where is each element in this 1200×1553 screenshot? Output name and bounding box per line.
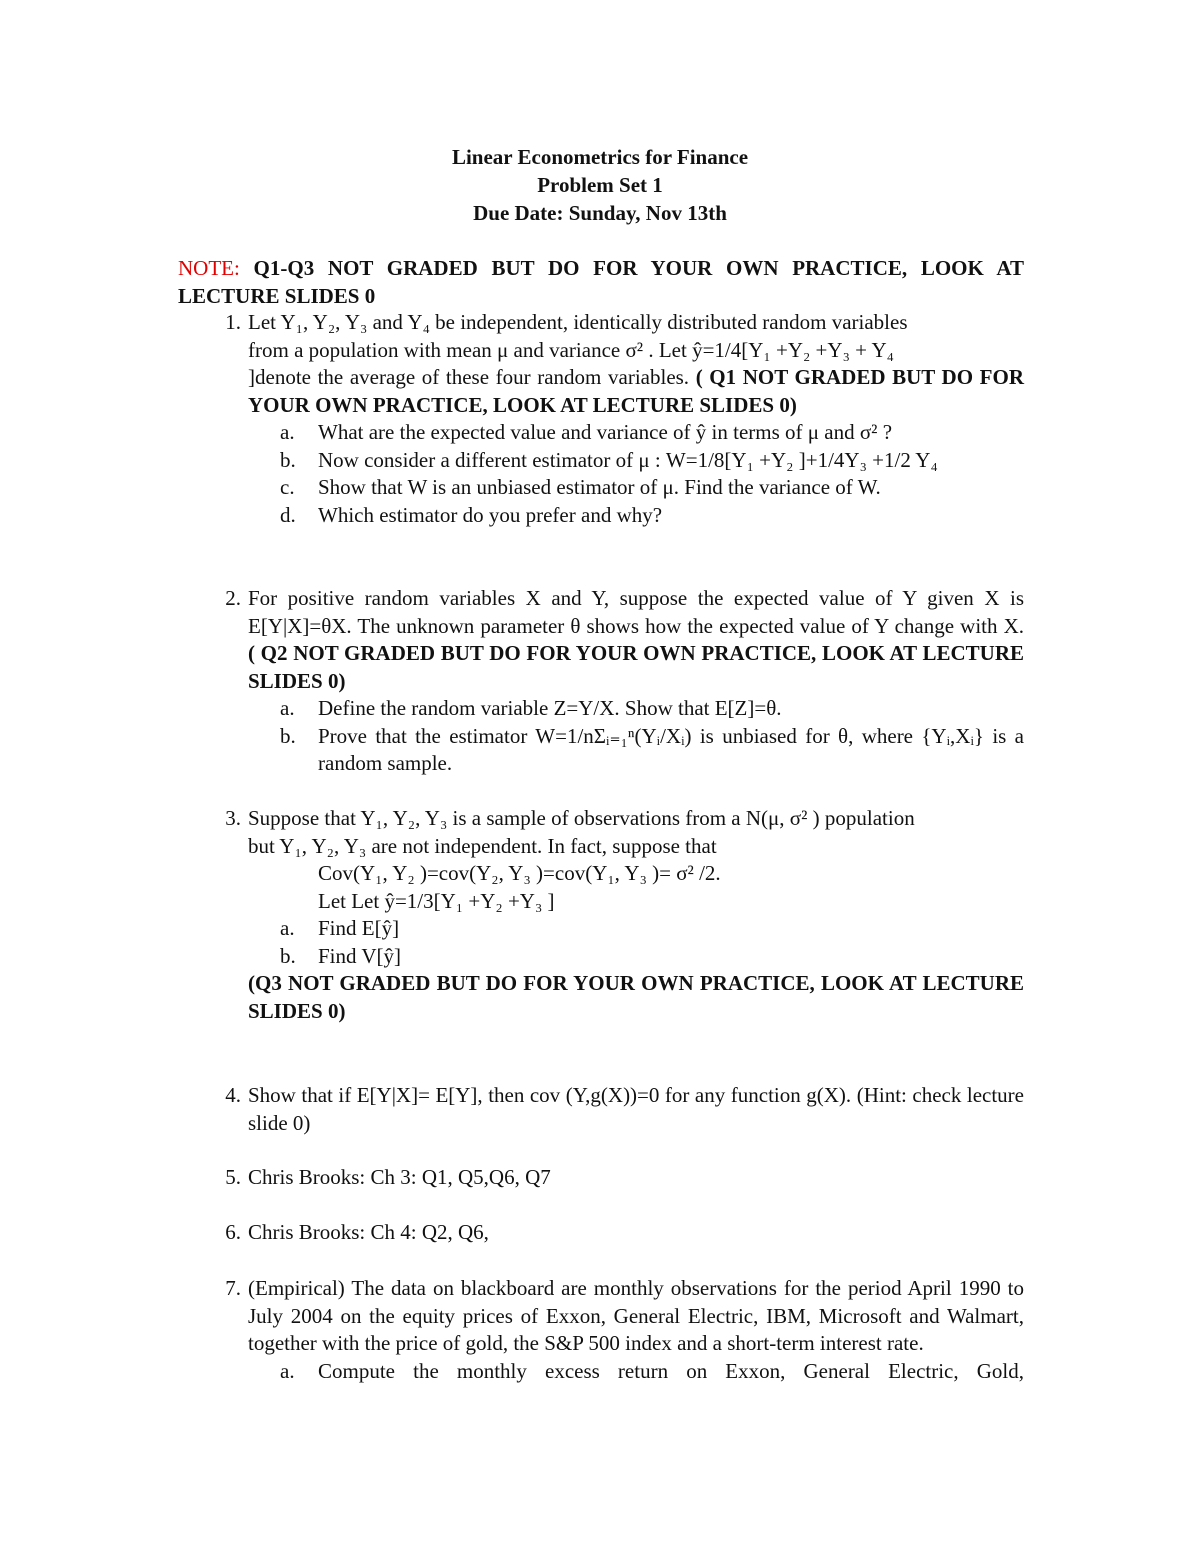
question-text: Show that if E[Y|X]= E[Y], then cov (Y,g(X))=0 for any function g(X). (Hint: check lecture slide 0)	[248, 1083, 1024, 1135]
q3-covariance: Cov(Y₁, Y₂ )=cov(Y₂, Y₃ )=cov(Y₁, Y₃ )= σ² /2.	[318, 861, 721, 885]
question-text	[248, 585, 1024, 695]
question-text: Chris Brooks: Ch 3: Q1, Q5,Q6, Q7	[248, 1165, 551, 1189]
sub-text: What are the expected value and variance of ŷ in terms of μ and σ² ?	[318, 420, 893, 444]
q2-text: For positive random variables X and Y, suppose the expected value of Y given X is E[Y|X]=θX. The unknown parameter θ shows how the expected value of Y change with X.	[248, 586, 1024, 638]
sub-text: Prove that the estimator W=1/nΣᵢ₌₁ⁿ(Yᵢ/Xᵢ) is unbiased for θ, where {Yᵢ,Xᵢ} is a random sample.	[318, 723, 1024, 775]
note-label: NOTE:	[178, 256, 240, 280]
sub-question	[178, 915, 1024, 943]
sub-question	[178, 695, 1024, 723]
sub-text: Compute the monthly excess return on Exxon, General Electric, Gold,	[318, 1358, 1024, 1383]
q3-line: Suppose that Y₁, Y₂, Y₃ is a sample of observations from a N(μ, σ² ) population	[248, 806, 915, 830]
q1-line: from a population with mean μ and variance σ² . Let ŷ=1/4[Y₁ +Y₂ +Y₃ + Y₄	[248, 337, 894, 362]
q1-bold-note: ( Q1 NOT GRADED BUT DO FOR YOUR OWN PRACTICE, LOOK AT LECTURE SLIDES 0)	[248, 365, 1024, 417]
question-number: 2.	[225, 586, 241, 610]
sub-label: d.	[280, 502, 296, 527]
sub-text: Show that W is an unbiased estimator of μ. Find the variance of W.	[318, 475, 881, 499]
sub-text: Find E[ŷ]	[318, 916, 400, 940]
question-text: (Empirical) The data on blackboard are monthly observations for the period April 1990 to July 2004 on the equity prices of Exxon, General Electric, IBM, Microsoft and Walmart, together with the price of gold, the S&P 500 index and a short-term interest rate.	[248, 1276, 1024, 1355]
question-7	[178, 1275, 1024, 1385]
sub-label: b.	[280, 943, 296, 968]
problem-set-title: Problem Set 1	[537, 173, 663, 197]
note-text: Q1-Q3 NOT GRADED BUT DO FOR YOUR OWN PRACTICE, LOOK AT LECTURE SLIDES 0	[178, 256, 1024, 308]
q1-line: ]denote the average of these four random variables.	[248, 365, 690, 389]
sub-text: Now consider a different estimator of μ : W=1/8[Y₁ +Y₂ ]+1/4Y₃ +1/2 Y₄	[318, 447, 938, 472]
question-4	[178, 1082, 1024, 1137]
question-number: 4.	[225, 1083, 241, 1107]
question-number: 6.	[225, 1220, 241, 1244]
sub-label: a.	[280, 916, 295, 940]
sub-label: c.	[280, 475, 295, 499]
question-text	[248, 805, 1024, 860]
question-text: Chris Brooks: Ch 4: Q2, Q6,	[248, 1220, 489, 1244]
sub-question	[178, 1358, 1024, 1386]
question-5	[178, 1164, 1024, 1192]
sub-text: Define the random variable Z=Y/X. Show that E[Z]=θ.	[318, 696, 782, 720]
sub-question	[178, 502, 1024, 530]
question-number: 7.	[225, 1276, 241, 1300]
note-paragraph	[178, 254, 1024, 310]
q3-bold-note: (Q3 NOT GRADED BUT DO FOR YOUR OWN PRACTICE, LOOK AT LECTURE SLIDES 0)	[248, 971, 1024, 1023]
sub-text: Which estimator do you prefer and why?	[318, 502, 663, 527]
q2-bold-note: ( Q2 NOT GRADED BUT DO FOR YOUR OWN PRACTICE, LOOK AT LECTURE SLIDES 0)	[248, 641, 1024, 693]
due-date: Due Date: Sunday, Nov 13th	[473, 201, 727, 225]
sub-question	[178, 419, 1024, 447]
question-number: 5.	[225, 1165, 241, 1189]
question-6	[178, 1219, 1024, 1247]
sub-question	[178, 447, 1024, 475]
sub-label: a.	[280, 1358, 295, 1383]
sub-question	[178, 723, 1024, 778]
q3-estimator: Let Let ŷ=1/3[Y₁ +Y₂ +Y₃ ]	[318, 888, 555, 913]
document-header	[0, 143, 1200, 227]
q3-line: but Y₁, Y₂, Y₃ are not independent. In fact, suppose that	[248, 833, 717, 858]
q1-line: Let Y₁, Y₂, Y₃ and Y₄ be independent, identically distributed random variables	[248, 310, 908, 334]
sub-label: a.	[280, 696, 295, 720]
question-number: 3.	[225, 806, 241, 830]
question-text	[248, 309, 1024, 419]
sub-label: b.	[280, 447, 296, 472]
question-3	[178, 805, 1024, 1025]
question-2	[178, 585, 1024, 778]
sub-question	[178, 474, 1024, 502]
sub-question	[178, 943, 1024, 971]
q1-line-with-note	[248, 364, 1024, 419]
course-title: Linear Econometrics for Finance	[451, 145, 749, 169]
sub-label: b.	[280, 723, 296, 748]
sub-text: Find V[ŷ]	[318, 943, 402, 968]
question-number: 1.	[225, 310, 241, 334]
sub-label: a.	[280, 420, 295, 444]
question-1	[178, 309, 1024, 529]
